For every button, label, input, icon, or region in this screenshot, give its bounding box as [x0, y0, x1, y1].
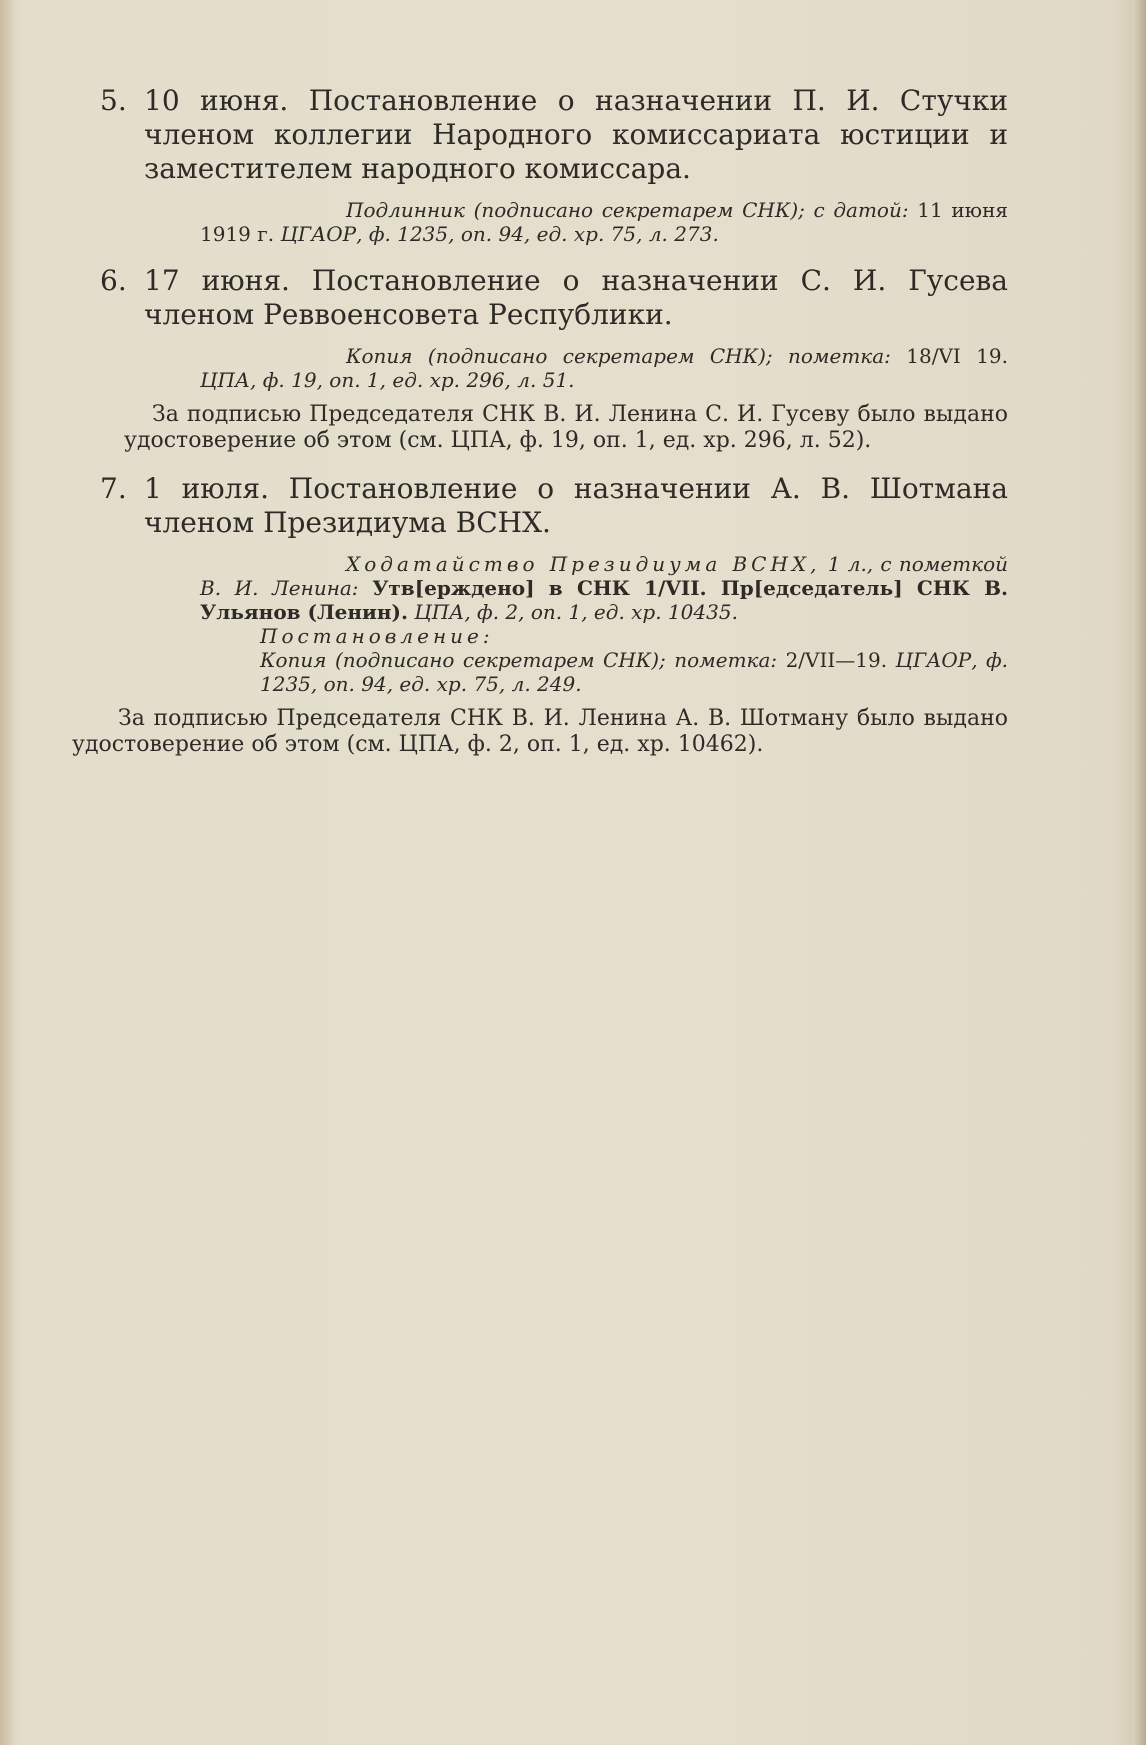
- source-lead: Копия (подписано секретарем СНК); пометка:: [346, 344, 891, 368]
- entry-number: 6.: [100, 264, 127, 297]
- source-lead: 1 л., с пометкой В. И. Ленина:: [200, 552, 1009, 600]
- entry-source: [200, 552, 1008, 624]
- entry-number: 7.: [100, 472, 127, 505]
- entry-5: [100, 84, 1008, 186]
- source-spaced-title: Ходатайство Президиума ВСНХ,: [346, 552, 821, 576]
- source-annotation: Утв[ерждено] в СНК 1/VII. Пр[едседатель] СНК В. Ульянов (Ленин).: [200, 576, 1009, 624]
- page-left-edge: [0, 0, 14, 1745]
- source-ref: ЦГАОР, ф. 1235, оп. 94, ед. хр. 75, л. 249.: [260, 648, 1009, 696]
- source-spaced-title: Постановление:: [260, 624, 494, 648]
- entry-text: 10 июня. Постановление о назначении П. И. Стучки членом коллегии Народного комиссариата юстиции и заместителем народного комиссара.: [144, 84, 1008, 185]
- page-right-edge: [1132, 0, 1146, 1745]
- source-mark: 2/VII—19.: [785, 648, 888, 672]
- source-date: 11 июня 1919 г.: [200, 198, 1009, 246]
- source-ref: ЦПА, ф. 2, оп. 1, ед. хр. 10435.: [414, 600, 738, 624]
- entry-note: За подписью Председателя СНК В. И. Ленина С. И. Гусеву было выдано удостоверение об этом (см. ЦПА, ф. 19, оп. 1, ед. хр. 296, л. 52).: [124, 402, 1008, 453]
- entry-source-resolution: [260, 624, 1008, 696]
- entry-6: [100, 264, 1008, 332]
- entry-text: 1 июля. Постановление о назначении А. В. Шотмана членом Президиума ВСНХ.: [144, 472, 1008, 539]
- entry-number: 5.: [100, 84, 127, 117]
- entry-source: [200, 198, 1008, 246]
- source-ref: ЦПА, ф. 19, оп. 1, ед. хр. 296, л. 51.: [200, 368, 575, 392]
- source-lead: Копия (подписано секретарем СНК); пометка:: [260, 648, 778, 672]
- entry-source: [200, 344, 1008, 392]
- document-body: [72, 84, 1009, 758]
- entry-note: За подписью Председателя СНК В. И. Ленина А. В. Шотману было выдано удостоверение об этом (см. ЦПА, ф. 2, оп. 1, ед. хр. 10462).: [72, 706, 1008, 757]
- entry-text: 17 июня. Постановление о назначении С. И. Гусева членом Реввоенсовета Республики.: [144, 264, 1008, 331]
- source-lead: Подлинник (подписано секретарем СНК); с датой:: [346, 198, 909, 222]
- source-mark: 18/VI 19.: [906, 344, 1009, 368]
- source-ref: ЦГАОР, ф. 1235, оп. 94, ед. хр. 75, л. 273.: [280, 222, 719, 246]
- entry-7: [100, 472, 1008, 540]
